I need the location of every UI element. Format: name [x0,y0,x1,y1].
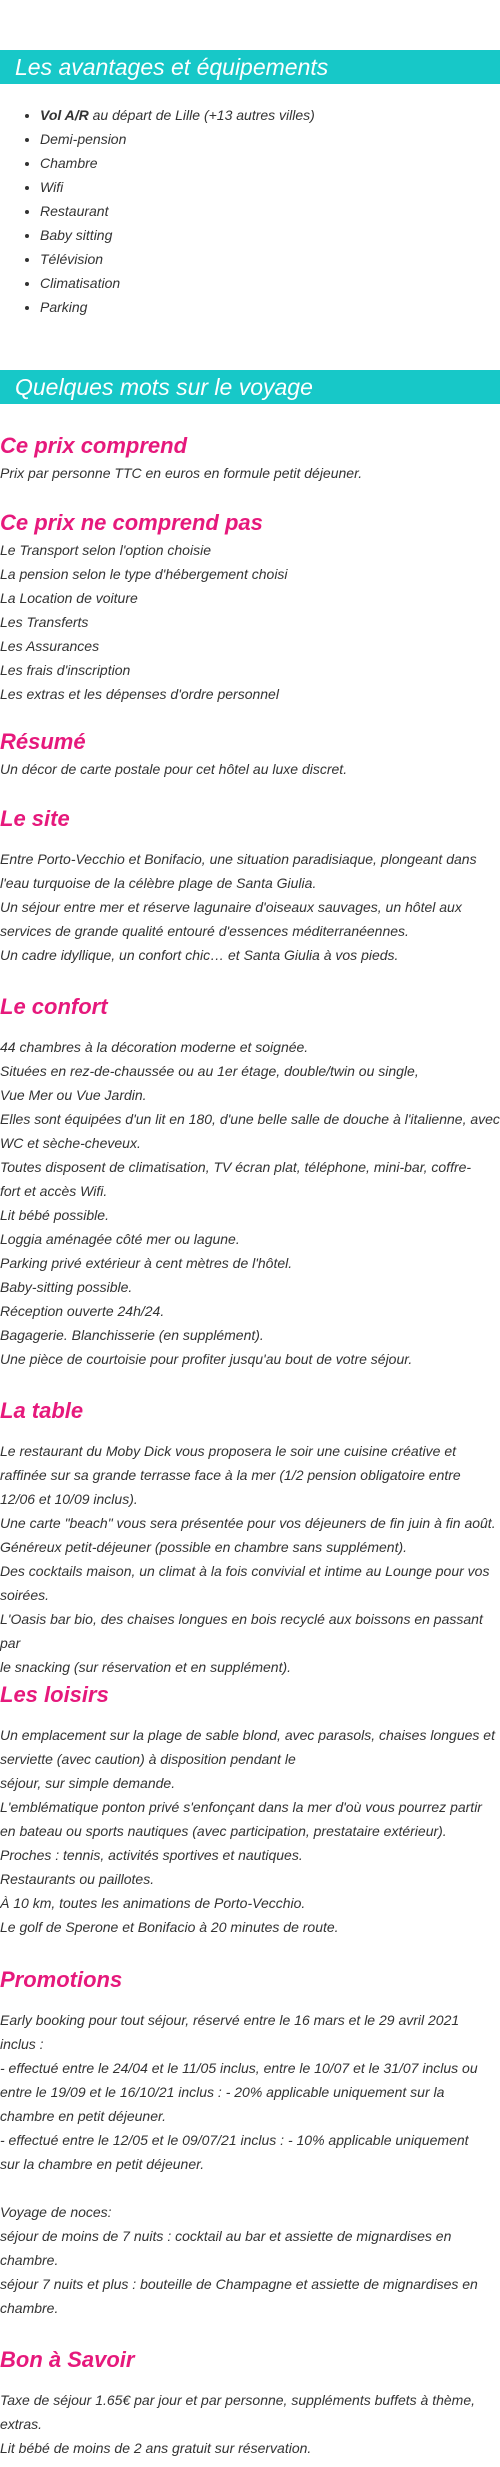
list-item [40,103,315,127]
section-title: Résumé [0,729,86,754]
section-title: Les loisirs [0,1682,109,1707]
list-item: • Demi-pension [40,127,315,151]
section-title: Le site [0,806,70,831]
list-item: • Parking [40,295,315,319]
section-title: La table [0,1398,84,1423]
section-title: Ce prix ne comprend pas [0,510,263,535]
about-banner: Quelques mots sur le voyage [0,370,500,404]
list-item: • Baby sitting [40,223,315,247]
section-site [0,804,500,967]
section-title: Bon à Savoir [0,2347,135,2372]
section-body: Prix par personne TTC en euros en formule petit déjeuner. [0,465,363,481]
section-resume [0,727,500,781]
section-confort [0,992,500,1371]
section-table [0,1396,500,1679]
section-includes [0,431,500,485]
list-item: • Chambre [40,151,315,175]
section-savoir [0,2345,500,2460]
list-item: • Climatisation [40,271,315,295]
section-loisirs [0,1680,500,1939]
section-body: 44 chambres à la décoration moderne et soignée. Situées en rez-de-chaussée ou au 1er étage, double/twin ou single, Vue Mer ou Vue Jardin. Elles sont équipées d'un lit en 180, d'une belle salle de douche à l'italienne, avec WC et sèche-cheveux. Toutes disposent de climatisation, TV écran plat, téléphone, mini-bar, coffre- fort et accès Wifi. Lit bébé possible. Loggia aménagée côté mer ou lagune. Parking privé extérieur à cent mètres de l'hôtel. Baby-sitting possible. Réception ouverte 24h/24. Bagagerie. Blanchisserie (en supplément). Une pièce de courtoisie pour profiter jusqu'au bout de votre séjour. [0,1039,500,1367]
amenity-flight: Vol A/R [40,107,89,123]
section-body: Un décor de carte postale pour cet hôtel au luxe discret. [0,761,348,777]
amenities-banner: Les avantages et équipements [0,50,500,84]
amenity-flight-detail: au départ de Lille (+13 autres villes) [88,107,315,123]
section-body: Entre Porto-Vecchio et Bonifacio, une situation paradisiaque, plongeant dans l'eau turquoise de la célèbre plage de Santa Giulia. Un séjour entre mer et réserve lagunaire d'oiseaux sauvages, un hôtel aux services de grande qualité entouré d'essences méditerranéennes. Un cadre idyllique, un confort chic… et Santa Giulia à vos pieds. [0,851,477,963]
list-item: • Restaurant [40,199,315,223]
list-item: • Wifi [40,175,315,199]
section-body: Taxe de séjour 1.65€ par jour et par personne, suppléments buffets à thème, extras. Lit bébé de moins de 2 ans gratuit sur réservation. [0,2392,476,2456]
section-excludes [0,508,500,706]
section-title: Ce prix comprend [0,433,188,458]
section-promotions [0,1965,500,2320]
section-title: Promotions [0,1967,123,1992]
section-body: Un emplacement sur la plage de sable blond, avec parasols, chaises longues et serviette (avec caution) à disposition pendant le séjour, sur simple demande. L'emblématique ponton privé s'enfonçant dans la mer d'où vous pourrez partir en bateau ou sports nautiques (avec participation, prestataire extérieur). Proches : tennis, activités sportives et nautiques. Restaurants ou paillotes. À 10 km, toutes les animations de Porto-Vecchio. Le golf de Sperone et Bonifacio à 20 minutes de route. [0,1727,495,1935]
section-body: Le restaurant du Moby Dick vous proposera le soir une cuisine créative et raffinée sur sa grande terrasse face à la mer (1/2 pension obligatoire entre 12/06 et 10/09 inclus). Une carte "beach" vous sera présentée pour vos déjeuners de fin juin à fin août. Généreux petit-déjeuner (possible en chambre sans supplément). Des cocktails maison, un climat à la fois convivial et intime au Lounge pour vos soirées. L'Oasis bar bio, des chaises longues en bois recyclé aux boissons en passant par le snacking (sur réservation et en supplément). [0,1443,496,1675]
list-item: • Télévision [40,247,315,271]
section-body: Le Transport selon l'option choisie La pension selon le type d'hébergement choisi La Location de voiture Les Transferts Les Assurances Les frais d'inscription Les extras et les dépenses d'ordre personnel [0,542,288,702]
section-body: Early booking pour tout séjour, réservé entre le 16 mars et le 29 avril 2021 inclus : - effectué entre le 24/04 et le 11/05 inclus, entre le 10/07 et le 31/07 inclus ou entre le 19/09 et le 16/10/21 inclus : - 20% applicable uniquement sur la chambre en petit déjeuner. - effectué entre le 12/05 et le 09/07/21 inclus : - 10% applicable uniquement sur la chambre en petit déjeuner. Voyage de noces: séjour de moins de 7 nuits : cocktail au bar et assiette de mignardises en chambre. séjour 7 nuits et plus : bouteille de Champagne et assiette de mignardises en chambre. [0,2012,478,2316]
amenities-list [14,103,315,319]
section-title: Le confort [0,994,108,1019]
